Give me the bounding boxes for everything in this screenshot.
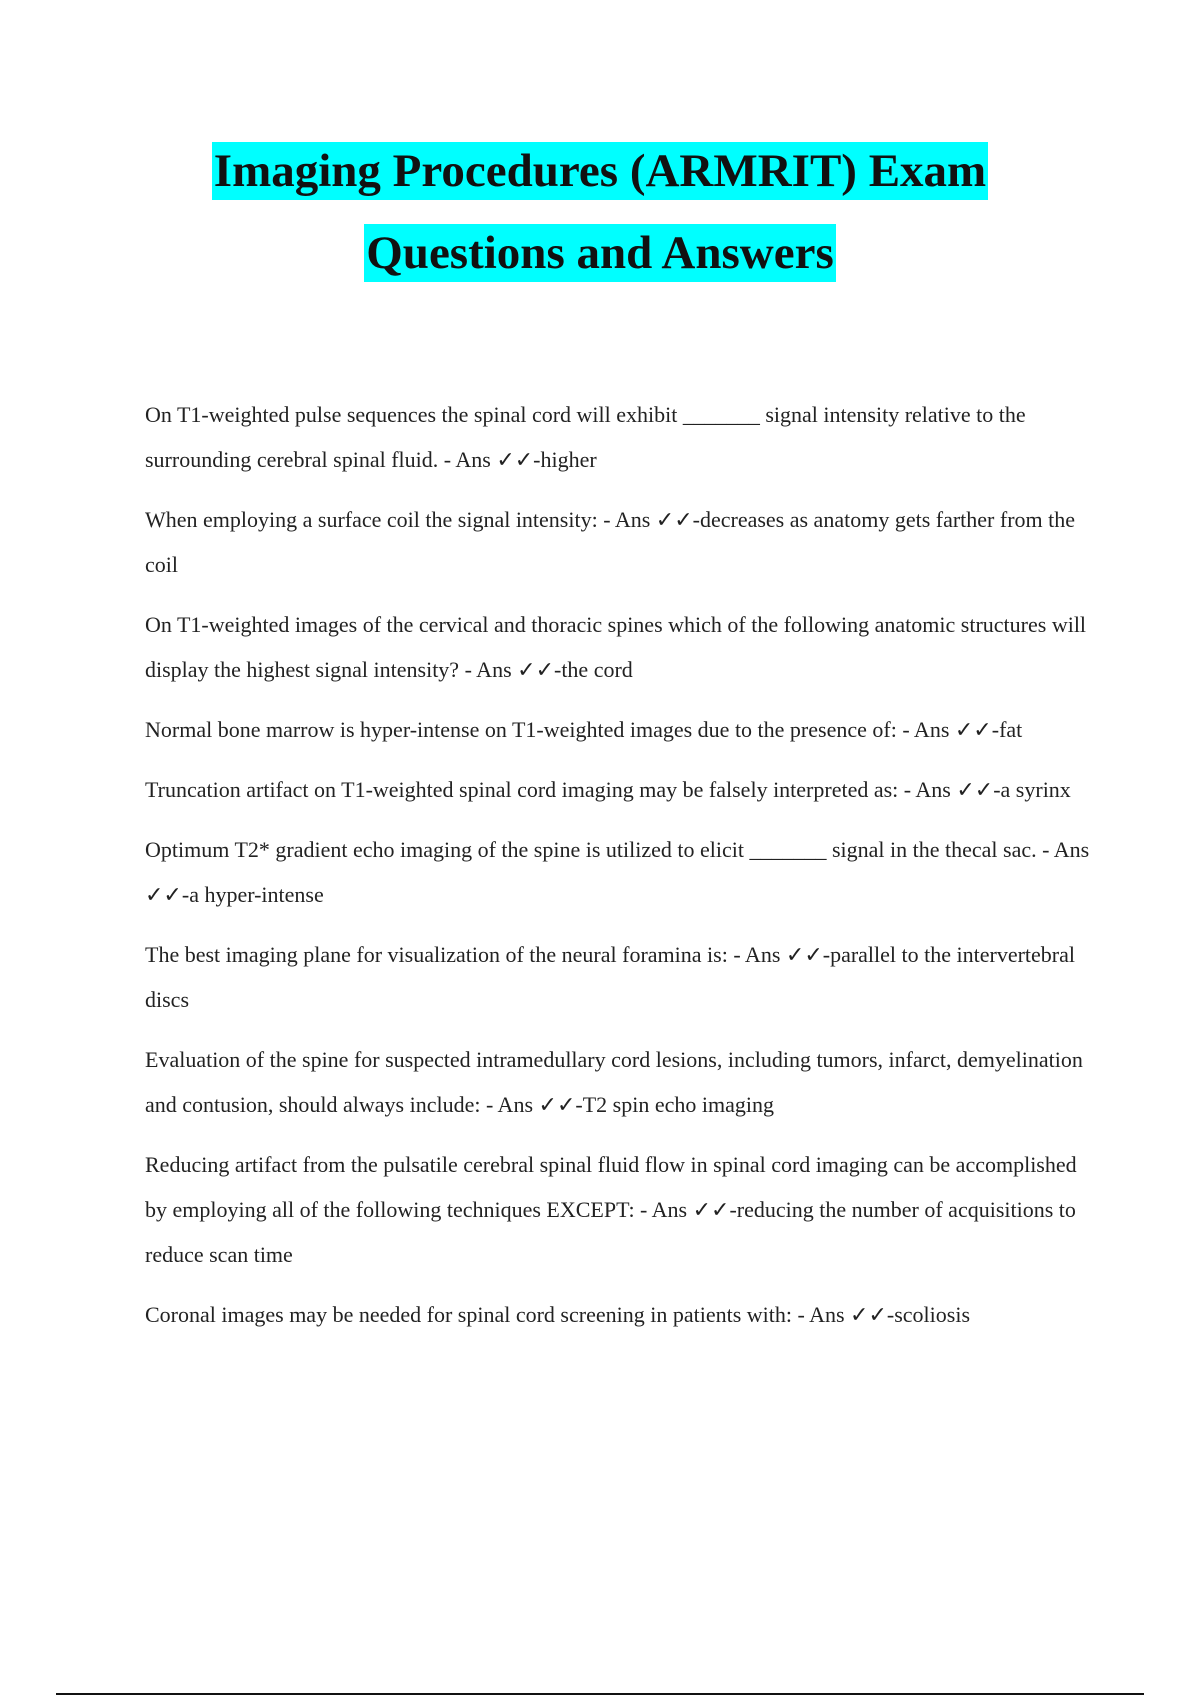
- qa-item: Coronal images may be needed for spinal cord screening in patients with: - Ans ✓✓-scoliosis: [145, 1302, 971, 1327]
- qa-list: [145, 392, 1090, 1352]
- qa-item: On T1-weighted pulse sequences the spinal cord will exhibit _______ signal intensity relative to the surrounding cerebral spinal fluid. - Ans ✓✓-higher: [145, 402, 1026, 472]
- title-line-2: Questions and Answers: [364, 224, 836, 282]
- qa-item: Reducing artifact from the pulsatile cerebral spinal fluid flow in spinal cord imaging can be accomplished by employing all of the following techniques EXCEPT: - Ans ✓✓-reducing the number of acquisitions to reduce scan time: [145, 1152, 1077, 1267]
- qa-item: Evaluation of the spine for suspected intramedullary cord lesions, including tumors, infarct, demyelination and contusion, should always include: - Ans ✓✓-T2 spin echo imaging: [145, 1047, 1083, 1117]
- qa-item: When employing a surface coil the signal intensity: - Ans ✓✓-decreases as anatomy gets farther from the coil: [145, 507, 1076, 577]
- footer-divider: [56, 1693, 1144, 1695]
- qa-item: Optimum T2* gradient echo imaging of the spine is utilized to elicit _______ signal in the thecal sac. - Ans ✓✓-a hyper-intense: [145, 837, 1090, 907]
- qa-item: On T1-weighted images of the cervical and thoracic spines which of the following anatomic structures will display the highest signal intensity? - Ans ✓✓-the cord: [145, 612, 1087, 682]
- qa-item: The best imaging plane for visualization of the neural foramina is: - Ans ✓✓-parallel to the intervertebral discs: [145, 942, 1076, 1012]
- title-line-1: Imaging Procedures (ARMRIT) Exam: [212, 142, 988, 200]
- document-title: [0, 142, 1200, 306]
- qa-item: Normal bone marrow is hyper-intense on T1-weighted images due to the presence of: - Ans ✓✓-fat: [145, 717, 1023, 742]
- qa-item: Truncation artifact on T1-weighted spinal cord imaging may be falsely interpreted as: - Ans ✓✓-a syrinx: [145, 777, 1071, 802]
